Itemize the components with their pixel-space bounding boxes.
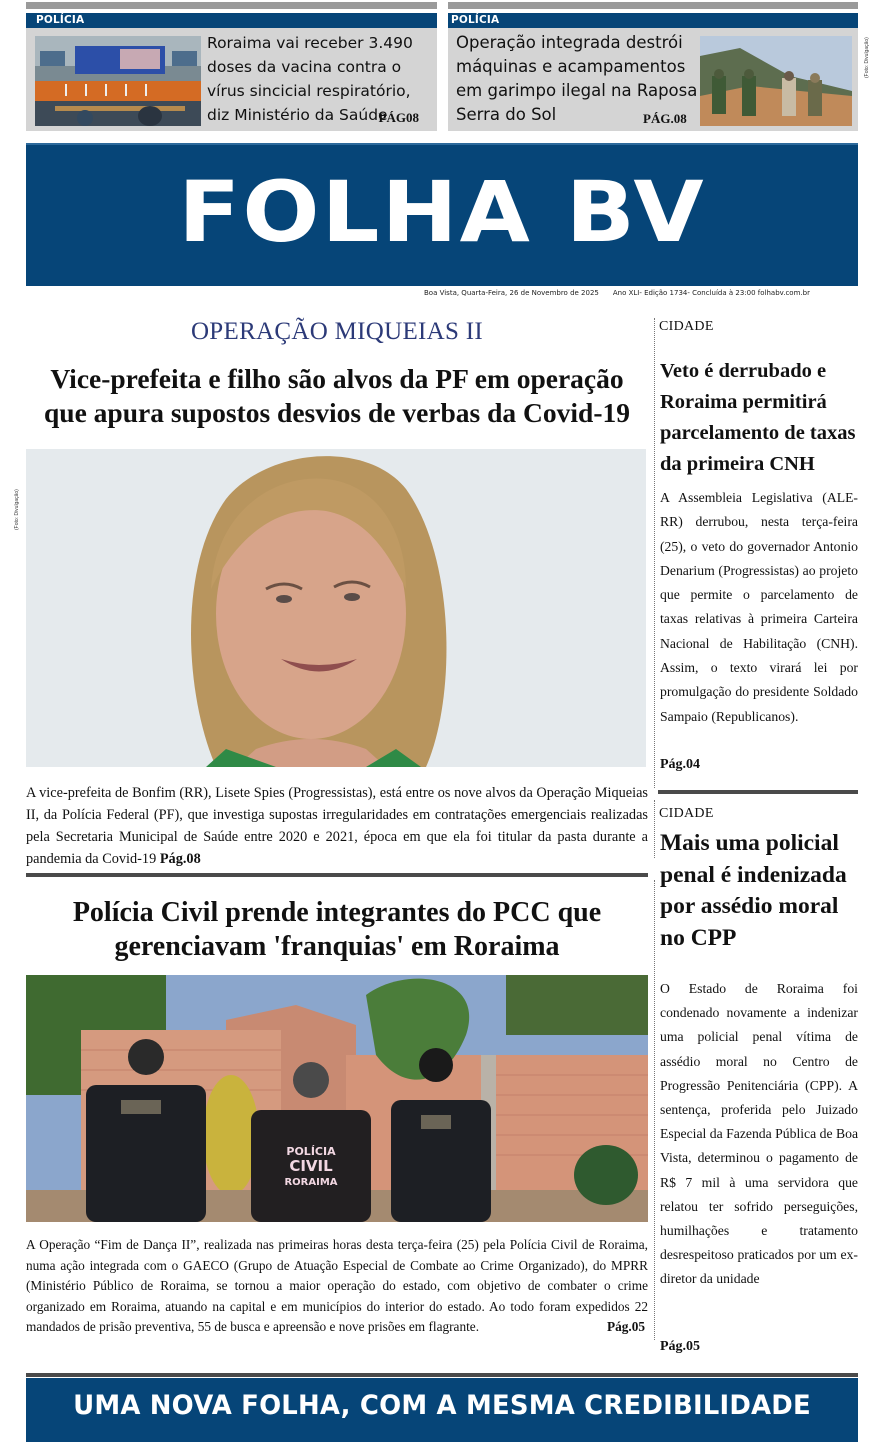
issue-date: Boa Vista, Quarta-Feira, 26 de Novembro de 2025 — [424, 289, 599, 297]
teaser-image-mining[interactable] — [700, 36, 852, 126]
teaser-top-bar — [448, 2, 858, 9]
sidebar-page-ref[interactable]: Pág.04 — [660, 757, 701, 772]
section-divider — [26, 873, 648, 877]
teaser-section-label: POLÍCIA — [448, 13, 858, 28]
sidebar-headline-cpp[interactable]: Mais uma policial penal é indenizada por assédio moral no CPP — [660, 830, 847, 951]
second-body-text: A Operação “Fim de Dança II”, realizada nas primeiras horas desta terça-feira (25) pela Polícia Civil de Roraima, numa ação integrada com o GAECO (Grupo de Atuação Especial de Combate ao Crime Organizado), do MPRR (Ministério Público de Roraima, se tornou a maior operação do estado, com objetivo de combater o crime organizado em Roraima, atuando na capital e em municípios do interior do estado. Ao todo foram expedidos 22 mandados de prisão preventiva, 55 de busca e apreensão e nove prisões em flagrante. — [26, 1237, 648, 1334]
teaser-vaccine[interactable] — [26, 0, 437, 131]
photo-credit: (Foto: Divulgação) — [864, 37, 870, 78]
lead-page-ref[interactable]: Pág.08 — [159, 851, 201, 867]
dateline — [424, 289, 810, 297]
lead-body-text: A vice-prefeita de Bonfim (RR), Lisete Spies (Progressistas), está entre os nove alvos da Operação Miqueias II, da Polícia Federal (PF), que investiga supostas irregularidades em contratações emergenciais realizadas pela Secretaria Municipal de Saúde entre 2020 e 2021, época em que ela foi titular da pasta durante a pandemia da Covid-19 — [26, 785, 648, 867]
teaser-headline[interactable]: Roraima vai receber 3.490 doses da vacina contra o vírus sincicial respiratório, diz Ministério da Saúde — [207, 34, 413, 124]
second-photo-police[interactable] — [26, 975, 648, 1222]
sidebar-section-label: CIDADE — [659, 806, 714, 821]
vest-text: POLÍCIA — [286, 1145, 336, 1158]
masthead — [26, 143, 858, 286]
teaser-body — [448, 28, 858, 131]
teaser-section-label: POLÍCIA — [26, 13, 437, 28]
second-headline[interactable]: Polícia Civil prende integrantes do PCC que gerenciavam 'franquias' em Roraima — [72, 897, 602, 962]
sidebar-page-ref[interactable]: Pág.05 — [660, 1339, 701, 1354]
sidebar-body-cnh: A Assembleia Legislativa (ALE-RR) derrubou, nesta terça-feira (25), o veto do governador Antonio Denarium (Progressistas) ao projeto que permite o parcelamento de taxas relativas à primeira Carteira Nacional de Habilitação (CNH). Assim, o texto virará lei por promulgação do presidente Soldado Sampaio (Republicanos). — [660, 490, 858, 724]
teaser-top-bar — [26, 2, 437, 9]
footer-banner — [26, 1378, 858, 1442]
teaser-body — [26, 28, 437, 131]
photo-credit: (Foto: Divulgação) — [14, 489, 20, 530]
svg-text:RORAIMA: RORAIMA — [284, 1177, 338, 1188]
lead-body — [26, 782, 648, 870]
lead-kicker: OPERAÇÃO MIQUEIAS II — [190, 318, 484, 345]
teaser-page-ref: PÁG.08 — [643, 111, 687, 126]
sidebar-section-label: CIDADE — [659, 319, 714, 334]
lead-headline[interactable]: Vice-prefeita e filho são alvos da PF em operação que apura supostos desvios de verbas da Covid-19 — [43, 363, 630, 428]
second-page-ref[interactable]: Pág.05 — [606, 1319, 645, 1334]
lead-photo-portrait[interactable] — [26, 449, 646, 767]
second-body — [26, 1235, 648, 1338]
sidebar-divider — [658, 790, 858, 794]
sidebar-body-cpp: O Estado de Roraima foi condenado novamente a indenizar uma policial penal vítima de assédio moral no Centro de Progressão Penitenciária (CPP). A sentença, proferida pelo Juizado Especial da Fazenda Pública de Boa Vista, determinou o pagamento de R$ 7 mil à uma servidora que relatou ter sofrido perseguições, humilhações e tratamento desrespeitoso praticados por um ex-diretor da unidade — [660, 981, 859, 1287]
edition-info: Ano XLI- Edição 1734- Concluída à 23:00 folhabv.com.br — [612, 289, 810, 297]
column-divider — [654, 318, 655, 788]
svg-text:CIVIL: CIVIL — [289, 1157, 333, 1175]
sidebar-headline-cnh[interactable]: Veto é derrubado e Roraima permitirá parcelamento de taxas da primeira CNH — [660, 360, 856, 475]
newspaper-logo[interactable]: FOLHA BV — [178, 163, 706, 261]
teaser-headline[interactable]: Operação integrada destrói máquinas e acampamentos em garimpo ilegal na Raposa Serra do Sol — [456, 33, 698, 124]
footer-slogan: UMA NOVA FOLHA, COM A MESMA CREDIBILIDADE — [73, 1390, 811, 1421]
column-divider — [654, 880, 655, 1340]
teaser-image-assembly[interactable] — [35, 36, 201, 126]
column-divider — [654, 800, 655, 858]
teaser-mining-operation[interactable] — [448, 0, 858, 131]
footer-divider — [26, 1373, 858, 1377]
teaser-page-ref: PÁG08 — [378, 110, 419, 125]
